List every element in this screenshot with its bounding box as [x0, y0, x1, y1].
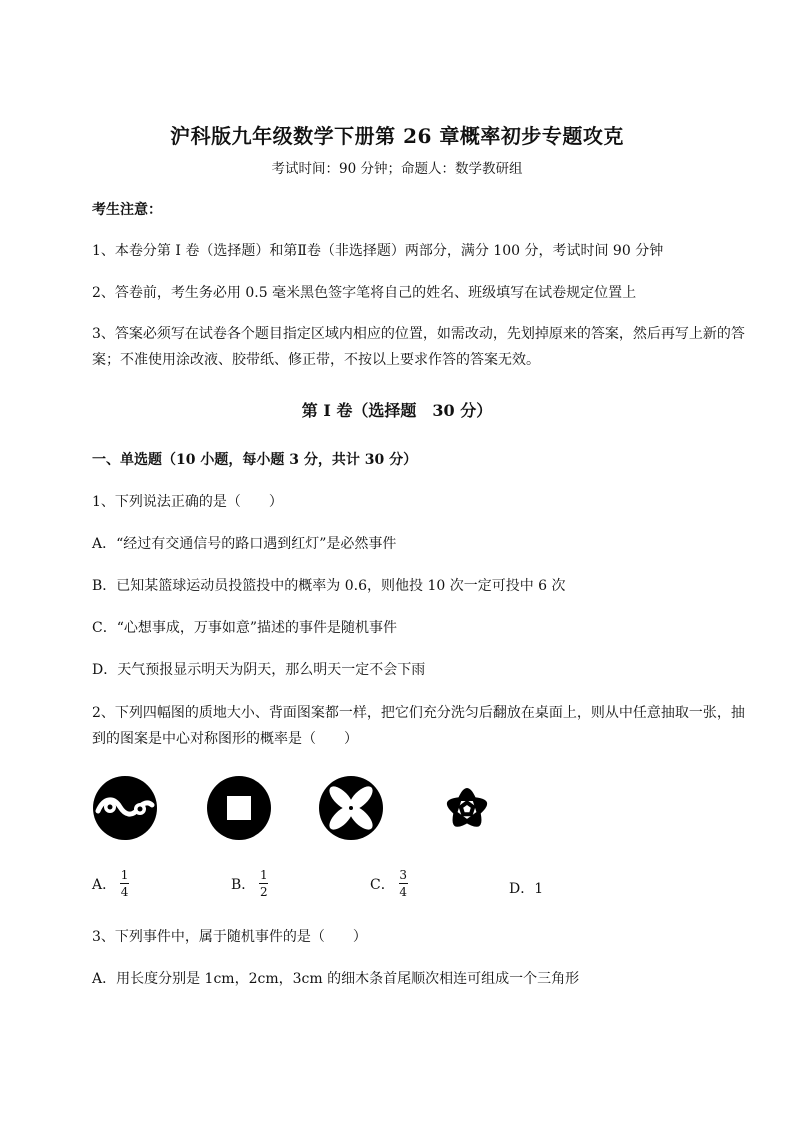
question-stem: 3、下列事件中，属于随机事件的是（ ）: [92, 929, 367, 945]
square-in-circle-icon: [206, 775, 272, 841]
part-heading: 一、单选题（10 小题，每小题 3 分，共计 30 分）: [92, 452, 418, 468]
pentagon-petal-icon: [434, 775, 500, 841]
section-title: 第 I 卷（选择题 30 分）: [301, 401, 493, 420]
fraction: $\frac{1}{2}$: [259, 868, 268, 899]
question-stem: 2、下列四幅图的质地大小、背面图案都一样，把它们充分洗匀后翻放在桌面上，则从中任意抽取一张，抽到的图案是中心对称图形的概率是（ ）: [92, 705, 745, 747]
page-subtitle: 考试时间：90 分钟；命题人：数学教研组: [271, 161, 523, 177]
notice-item: 3、答案必须写在试卷各个题目指定区域内相应的位置，如需改动，先划掉原来的答案，然后再写上新的答案；不准使用涂改液、胶带纸、修正带，不按以上要求作答的答案无效。: [92, 326, 745, 368]
answer-option: A．“经过有交通信号的路口遇到红灯”是必然事件: [92, 536, 397, 552]
wave-circle-icon: [92, 775, 158, 841]
answer-option: B． $\frac{1}{2}$: [231, 868, 268, 899]
page-title: 沪科版九年级数学下册第 26 章概率初步专题攻克: [170, 124, 624, 148]
answer-option: A． $\frac{1}{4}$: [92, 868, 129, 899]
notice-heading: 考生注意：: [92, 202, 162, 218]
answer-option: C．“心想事成，万事如意”描述的事件是随机事件: [92, 620, 398, 636]
answer-option: D．天气预报显示明天为阴天，那么明天一定不会下雨: [92, 662, 426, 678]
figure-row: [92, 775, 512, 845]
four-petal-circle-icon: [318, 775, 384, 841]
answer-option: C． $\frac{3}{4}$: [370, 868, 408, 899]
fraction: $\frac{3}{4}$: [399, 868, 408, 899]
answer-option: A．用长度分别是 1cm，2cm，3cm 的细木条首尾顺次相连可组成一个三角形: [92, 971, 580, 987]
question-stem: 1、下列说法正确的是（ ）: [92, 494, 283, 510]
notice-item: 1、本卷分第 I 卷（选择题）和第Ⅱ卷（非选择题）两部分，满分 100 分，考试时间 90 分钟: [92, 243, 664, 259]
fraction: $\frac{1}{4}$: [120, 868, 129, 899]
notice-item: 2、答卷前，考生务必用 0.5 毫米黑色签字笔将自己的姓名、班级填写在试卷规定位置上: [92, 285, 637, 301]
answer-option: B．已知某篮球运动员投篮投中的概率为 0.6，则他投 10 次一定可投中 6 次: [92, 578, 566, 594]
answer-option: D．1: [509, 881, 544, 897]
